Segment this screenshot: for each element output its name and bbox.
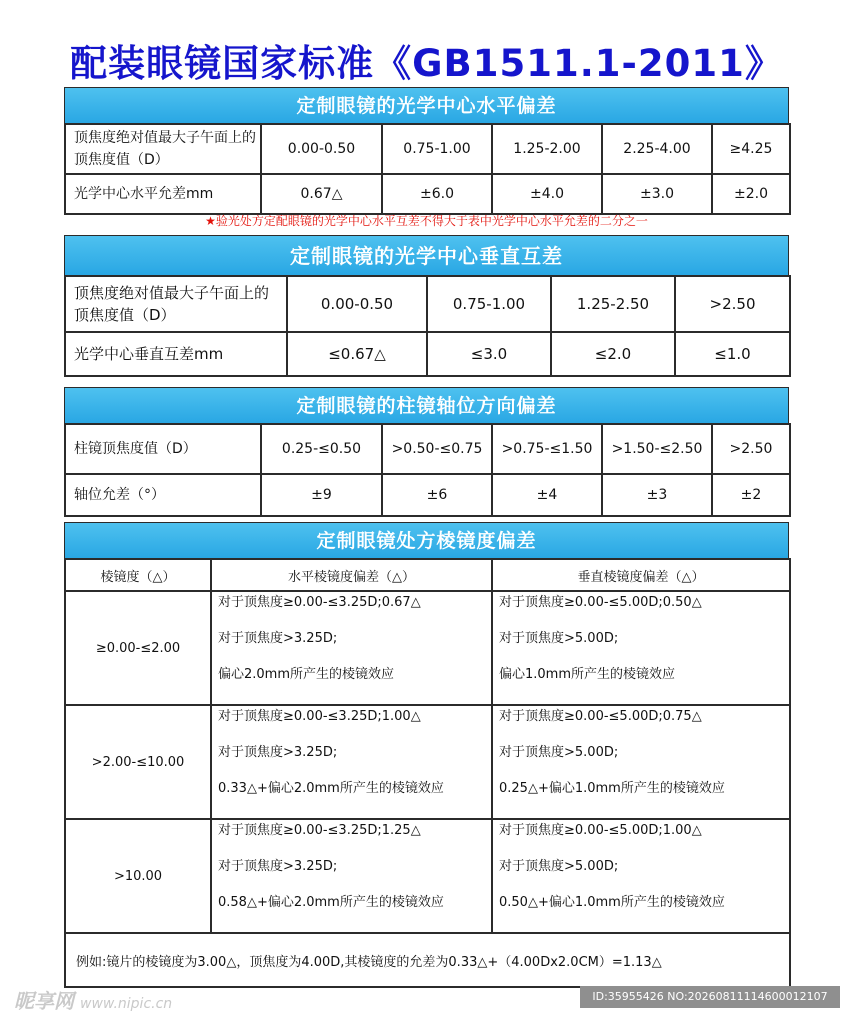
desc-line: 对于顶焦度≥0.00-≤3.25D;1.00△ bbox=[218, 709, 421, 724]
prism-deviation-section bbox=[64, 522, 789, 988]
prism-range: ≥0.00-≤2.00 bbox=[65, 591, 211, 705]
desc-line: 对于顶焦度>5.00D; bbox=[499, 859, 619, 874]
column-header: 水平棱镜度偏差（△） bbox=[211, 559, 492, 591]
desc-line: 0.58△+偏心2.0mm所产生的棱镜效应 bbox=[218, 895, 444, 910]
horizontal-deviation bbox=[211, 591, 492, 705]
table-cell: >0.75-≤1.50 bbox=[492, 424, 602, 474]
section-header: 定制眼镜的柱镜轴位方向偏差 bbox=[64, 387, 789, 423]
table-row bbox=[65, 424, 790, 474]
table-row bbox=[65, 276, 790, 332]
row-label: 柱镜顶焦度值（D） bbox=[65, 424, 261, 474]
table-cell: 0.00-0.50 bbox=[261, 124, 382, 174]
watermark-url: www.nipic.cn bbox=[80, 996, 173, 1012]
table-cell: ±3 bbox=[602, 474, 712, 516]
desc-line: 对于顶焦度>3.25D; bbox=[218, 745, 338, 760]
desc-line: 对于顶焦度>3.25D; bbox=[218, 631, 338, 646]
horizontal-deviation bbox=[211, 705, 492, 819]
row-label: 光学中心垂直互差mm bbox=[65, 332, 287, 376]
example-note: 例如:镜片的棱镜度为3.00△，顶焦度为4.00D,其棱镜度的允差为0.33△+（4.00Dx2.0CM）=1.13△ bbox=[65, 933, 790, 987]
desc-line: 偏心1.0mm所产生的棱镜效应 bbox=[499, 667, 676, 682]
vertical-deviation-table bbox=[64, 275, 791, 377]
watermark bbox=[14, 985, 172, 1014]
axis-deviation-table bbox=[64, 423, 791, 517]
table-cell: ≤0.67△ bbox=[287, 332, 427, 376]
table-cell: ±4 bbox=[492, 474, 602, 516]
desc-line: 对于顶焦度≥0.00-≤3.25D;1.25△ bbox=[218, 823, 421, 838]
watermark-brand: 昵享网 bbox=[14, 989, 74, 1013]
table-cell: 0.25-≤0.50 bbox=[261, 424, 382, 474]
table-row bbox=[65, 174, 790, 214]
table-cell: 0.75-1.00 bbox=[382, 124, 492, 174]
desc-line: 对于顶焦度≥0.00-≤5.00D;0.75△ bbox=[499, 709, 702, 724]
table-row bbox=[65, 332, 790, 376]
desc-line: 0.33△+偏心2.0mm所产生的棱镜效应 bbox=[218, 781, 444, 796]
table-cell: ±6.0 bbox=[382, 174, 492, 214]
prism-deviation-table bbox=[64, 558, 791, 988]
table-cell: ±6 bbox=[382, 474, 492, 516]
desc-line: 对于顶焦度>3.25D; bbox=[218, 859, 338, 874]
prism-range: >10.00 bbox=[65, 819, 211, 933]
horizontal-deviation-table bbox=[64, 123, 791, 215]
table-row bbox=[65, 705, 790, 819]
vertical-deviation bbox=[492, 819, 790, 933]
image-id-strip: ID:35955426 NO:20260811114600012107 bbox=[580, 986, 840, 1008]
row-label: 光学中心水平允差mm bbox=[65, 174, 261, 214]
table-cell: ±2 bbox=[712, 474, 790, 516]
table-row bbox=[65, 124, 790, 174]
table-cell: >0.50-≤0.75 bbox=[382, 424, 492, 474]
optical-center-horizontal-section bbox=[64, 87, 789, 215]
table-cell: 1.25-2.50 bbox=[551, 276, 675, 332]
table-cell: 2.25-4.00 bbox=[602, 124, 712, 174]
row-label: 顶焦度绝对值最大子午面上的顶焦度值（D） bbox=[65, 276, 287, 332]
vertical-deviation bbox=[492, 705, 790, 819]
column-header: 垂直棱镜度偏差（△） bbox=[492, 559, 790, 591]
table-cell: ≤3.0 bbox=[427, 332, 551, 376]
horizontal-deviation bbox=[211, 819, 492, 933]
section-header: 定制眼镜的光学中心水平偏差 bbox=[64, 87, 789, 123]
table-row bbox=[65, 933, 790, 987]
table-cell: >2.50 bbox=[675, 276, 790, 332]
desc-line: 对于顶焦度≥0.00-≤3.25D;0.67△ bbox=[218, 595, 421, 610]
table-cell: ≤2.0 bbox=[551, 332, 675, 376]
optical-center-vertical-section bbox=[64, 235, 789, 377]
table-cell: ±3.0 bbox=[602, 174, 712, 214]
table-header-row bbox=[65, 559, 790, 591]
section-header: 定制眼镜处方棱镜度偏差 bbox=[64, 522, 789, 558]
table-cell: 0.67△ bbox=[261, 174, 382, 214]
table-row bbox=[65, 819, 790, 933]
column-header: 棱镜度（△） bbox=[65, 559, 211, 591]
table-row bbox=[65, 591, 790, 705]
section-header: 定制眼镜的光学中心垂直互差 bbox=[64, 235, 789, 275]
row-label: 顶焦度绝对值最大子午面上的顶焦度值（D） bbox=[65, 124, 261, 174]
desc-line: 对于顶焦度≥0.00-≤5.00D;0.50△ bbox=[499, 595, 702, 610]
table-cell: ≤1.0 bbox=[675, 332, 790, 376]
table-cell: >2.50 bbox=[712, 424, 790, 474]
prism-range: >2.00-≤10.00 bbox=[65, 705, 211, 819]
page-title: 配装眼镜国家标准《GB1511.1-2011》 bbox=[70, 42, 783, 85]
desc-line: 对于顶焦度>5.00D; bbox=[499, 745, 619, 760]
table-cell: ±9 bbox=[261, 474, 382, 516]
cylinder-axis-section bbox=[64, 387, 789, 517]
desc-line: 0.25△+偏心1.0mm所产生的棱镜效应 bbox=[499, 781, 725, 796]
desc-line: 对于顶焦度>5.00D; bbox=[499, 631, 619, 646]
table-cell: 0.00-0.50 bbox=[287, 276, 427, 332]
row-label: 轴位允差（°） bbox=[65, 474, 261, 516]
table-cell: ±2.0 bbox=[712, 174, 790, 214]
table-cell: >1.50-≤2.50 bbox=[602, 424, 712, 474]
desc-line: 对于顶焦度≥0.00-≤5.00D;1.00△ bbox=[499, 823, 702, 838]
table-cell: ±4.0 bbox=[492, 174, 602, 214]
table-row bbox=[65, 474, 790, 516]
table-cell: 0.75-1.00 bbox=[427, 276, 551, 332]
table-cell: ≥4.25 bbox=[712, 124, 790, 174]
footnote: ★验光处方定配眼镜的光学中心水平互差不得大于表中光学中心水平允差的二分之一 bbox=[205, 214, 648, 228]
vertical-deviation bbox=[492, 591, 790, 705]
table-cell: 1.25-2.00 bbox=[492, 124, 602, 174]
desc-line: 0.50△+偏心1.0mm所产生的棱镜效应 bbox=[499, 895, 725, 910]
desc-line: 偏心2.0mm所产生的棱镜效应 bbox=[218, 667, 395, 682]
